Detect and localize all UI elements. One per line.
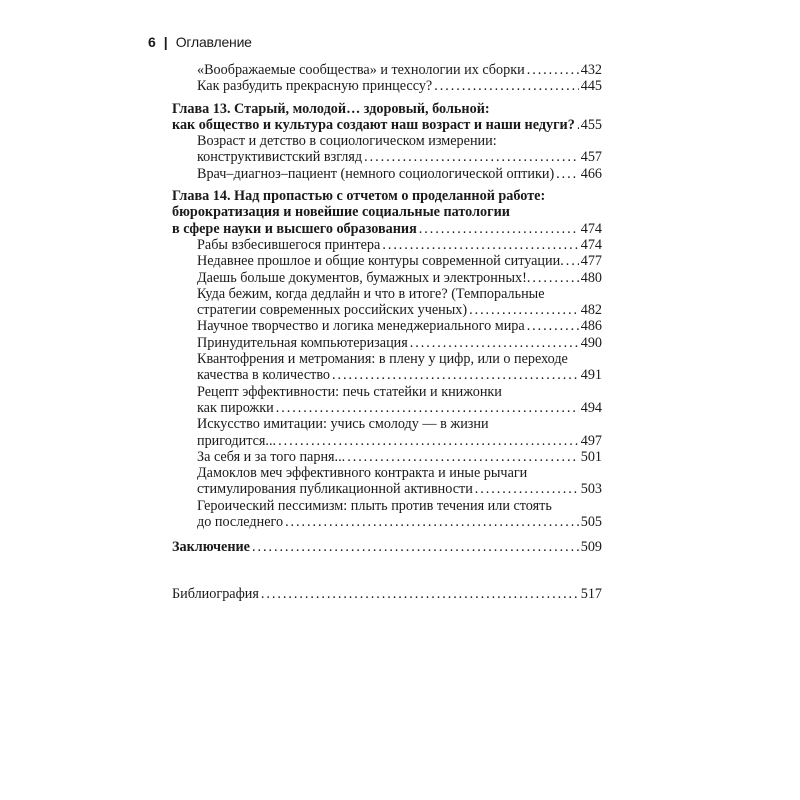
toc-entry-line xyxy=(197,514,602,530)
toc-section-entry xyxy=(172,253,602,269)
toc-page-number: 477 xyxy=(580,253,602,270)
dot-leader xyxy=(285,514,579,530)
toc-entry-line xyxy=(197,270,602,286)
dot-leader xyxy=(410,335,579,351)
toc-page-number: 497 xyxy=(580,432,602,449)
toc-entry-title: как общество и культура создают наш возраст и наши недуги? xyxy=(172,116,575,133)
dot-leader xyxy=(577,117,579,133)
page-title: Оглавление xyxy=(175,34,252,50)
toc-page-number: 486 xyxy=(580,318,602,335)
toc-entry-title: Искусство имитации: учись смолоду — в жизни xyxy=(197,416,489,433)
toc-entry-line xyxy=(197,78,602,94)
toc-section-entry xyxy=(172,465,602,498)
toc-page-number: 445 xyxy=(580,78,602,95)
toc-entry-line xyxy=(197,449,602,465)
toc-page-number: 457 xyxy=(580,149,602,166)
dot-leader xyxy=(261,586,579,602)
toc-entry-title: Врач–диагноз–пациент (немного социологической оптики) xyxy=(197,165,555,182)
toc-page-number: 455 xyxy=(580,116,602,133)
toc-entry-line xyxy=(197,335,602,351)
dot-leader xyxy=(532,270,578,286)
dot-leader xyxy=(469,302,579,318)
toc-page-number: 466 xyxy=(580,165,602,182)
dot-leader xyxy=(278,433,579,449)
toc-entry-title: Недавнее прошлое и общие контуры современной ситуации. xyxy=(197,253,564,270)
toc-page-number: 480 xyxy=(580,269,602,286)
dot-leader xyxy=(382,237,578,253)
dot-leader xyxy=(364,149,579,165)
toc-entry-line xyxy=(197,302,602,318)
toc-entry-line xyxy=(197,351,602,367)
toc-entry-line xyxy=(197,416,602,432)
toc-entry-line xyxy=(197,433,602,449)
toc-page-number: 505 xyxy=(580,514,602,531)
toc-section-entry xyxy=(172,166,602,182)
toc-section-entry xyxy=(172,286,602,319)
toc-page-number: 490 xyxy=(580,334,602,351)
toc-section-entry xyxy=(172,62,602,78)
toc-entry-line xyxy=(172,539,602,555)
dot-leader xyxy=(332,367,579,383)
toc-entry-title: Принудительная компьютеризация xyxy=(197,334,408,351)
dot-leader xyxy=(556,166,579,182)
toc-section-entry xyxy=(172,133,602,166)
toc-entry-line xyxy=(197,62,602,78)
toc-page-number: 432 xyxy=(580,62,602,78)
toc-entry-line xyxy=(197,253,602,269)
toc-entry-line xyxy=(197,465,602,481)
toc-entry-title: Заключение xyxy=(172,539,250,556)
toc-entry-title: конструктивистский взгляд xyxy=(197,149,363,166)
toc-entry-title: Глава 13. Старый, молодой… здоровый, больной: xyxy=(172,100,490,117)
dot-leader xyxy=(434,78,578,94)
toc-page-number: 517 xyxy=(580,585,602,602)
dot-leader xyxy=(566,253,579,269)
toc-page-number: 482 xyxy=(580,302,602,319)
toc-page-number: 503 xyxy=(580,481,602,498)
toc-entry-line xyxy=(197,237,602,253)
dot-leader xyxy=(347,449,579,465)
toc-section-entry xyxy=(172,384,602,417)
dot-leader xyxy=(527,318,579,334)
toc-entry-title: Квантофрения и метромания: в плену у цифр, или о переходе xyxy=(197,351,568,368)
toc-entry-title: качества в количество xyxy=(197,367,331,384)
running-header xyxy=(148,34,252,50)
toc-entry-title: Возраст и детство в социологическом измерении: xyxy=(197,133,497,150)
toc-entry-biblio xyxy=(172,586,602,602)
toc-entry-title: как пирожки xyxy=(197,399,274,416)
toc-section-entry xyxy=(172,318,602,334)
toc-page-number: 491 xyxy=(580,367,602,384)
toc-entry-title: бюрократизация и новейшие социальные патологии xyxy=(172,204,510,221)
toc-entry-title: Рецепт эффективности: печь статейки и книжонки xyxy=(197,383,502,400)
toc-entry-line xyxy=(197,286,602,302)
toc-entry-title: Глава 14. Над пропастью с отчетом о проделанной работе: xyxy=(172,188,546,205)
toc-entry-title: Научное творчество и логика менеджериального мира xyxy=(197,318,525,335)
toc-section-entry xyxy=(172,237,602,253)
toc-entry-line xyxy=(197,498,602,514)
toc-section-entry xyxy=(172,335,602,351)
dot-leader xyxy=(276,400,579,416)
table-of-contents xyxy=(172,62,602,602)
toc-entry-line xyxy=(172,586,602,602)
toc-page-number: 509 xyxy=(580,539,602,556)
toc-page-number: 474 xyxy=(580,236,602,253)
dot-leader xyxy=(527,62,579,78)
toc-section-entry xyxy=(172,498,602,531)
toc-entry-title: Дамоклов меч эффективного контракта и иные рычаги xyxy=(197,465,528,482)
toc-entry-title: Библиография xyxy=(172,585,259,602)
toc-entry-line xyxy=(197,384,602,400)
toc-entry-title: Куда бежим, когда дедлайн и что в итоге? (Темпоральные xyxy=(197,285,545,302)
toc-entry-line xyxy=(172,204,602,220)
toc-entry-line xyxy=(197,400,602,416)
toc-entry-title: стратегии современных российских ученых) xyxy=(197,302,468,319)
dot-leader xyxy=(252,539,579,555)
toc-page-number: 494 xyxy=(580,399,602,416)
toc-entry-line xyxy=(172,101,602,117)
toc-entry-title: Героический пессимизм: плыть против течения или стоять xyxy=(197,497,552,514)
toc-section-entry xyxy=(172,270,602,286)
page-number: 6 xyxy=(148,34,156,50)
toc-section-entry xyxy=(172,78,602,94)
toc-entry-title: в сфере науки и высшего образования xyxy=(172,220,417,237)
toc-entry-title: «Воображаемые сообщества» и технологии их сборки xyxy=(197,62,525,78)
toc-entry-line xyxy=(197,149,602,165)
toc-chapter-entry xyxy=(172,188,602,237)
toc-entry-line xyxy=(197,367,602,383)
dot-leader xyxy=(475,481,579,497)
toc-section-entry xyxy=(172,351,602,384)
toc-section-entry xyxy=(172,449,602,465)
toc-entry-line xyxy=(197,318,602,334)
toc-entry-title: стимулирования публикационной активности xyxy=(197,481,473,498)
toc-entry-title: Как разбудить прекрасную принцессу? xyxy=(197,78,433,95)
toc-entry-line xyxy=(197,133,602,149)
toc-page-number: 501 xyxy=(580,448,602,465)
toc-entry-conclusion xyxy=(172,539,602,555)
toc-chapter-entry xyxy=(172,101,602,134)
dot-leader xyxy=(419,221,579,237)
toc-entry-line xyxy=(172,221,602,237)
toc-entry-title: Даешь больше документов, бумажных и электронных!. xyxy=(197,269,531,286)
toc-entry-line xyxy=(197,481,602,497)
toc-page-number: 474 xyxy=(580,220,602,237)
toc-entry-title: до последнего xyxy=(197,514,284,531)
toc-entry-title: Рабы взбесившегося принтера xyxy=(197,236,381,253)
toc-section-entry xyxy=(172,416,602,449)
toc-entry-line xyxy=(197,166,602,182)
toc-entry-title: За себя и за того парня... xyxy=(197,448,346,465)
toc-entry-line xyxy=(172,117,602,133)
toc-entry-line xyxy=(172,188,602,204)
toc-entry-title: пригодится... xyxy=(197,432,277,449)
header-separator: | xyxy=(163,34,168,50)
